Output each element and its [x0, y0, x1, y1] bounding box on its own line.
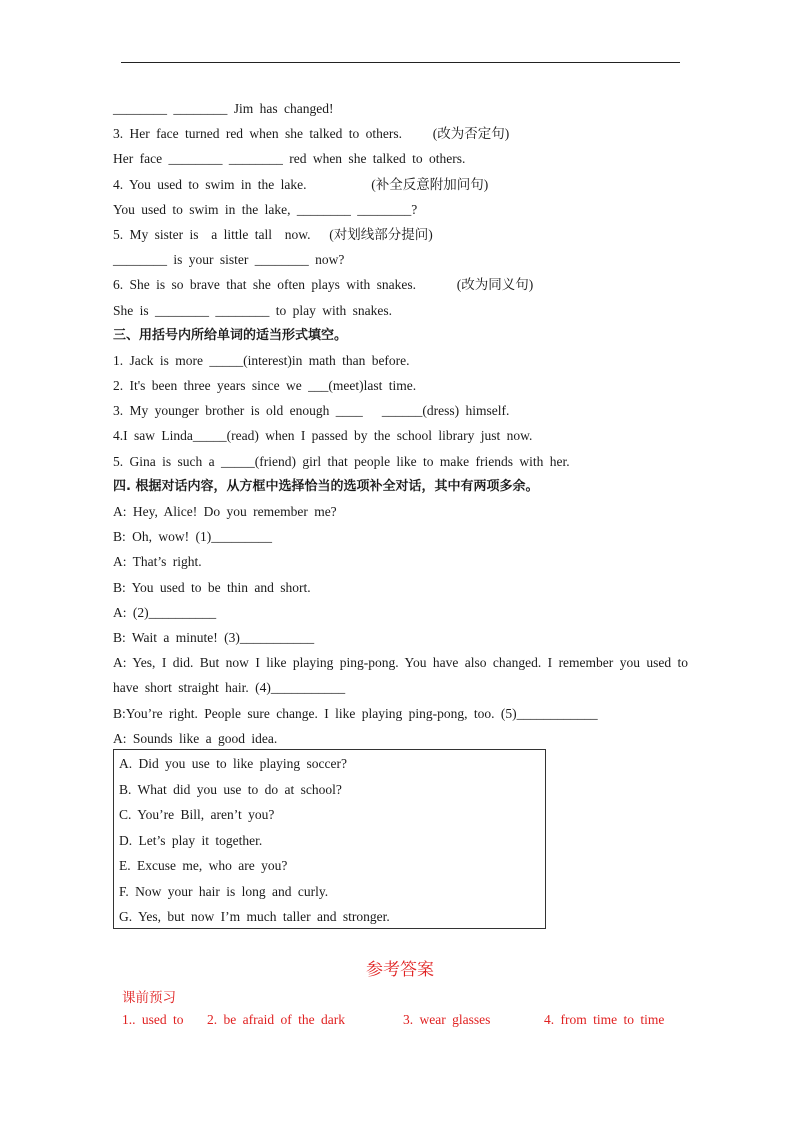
dialogue-line: B: Oh, wow! (1)_________	[113, 529, 272, 545]
section-heading: 三、用括号内所给单词的适当形式填空。	[113, 327, 348, 343]
fill-blank-item: 4.I saw Linda_____(read) when I passed by the school library just now.	[113, 428, 533, 444]
exercise-line: ________ is your sister ________ now?	[113, 252, 345, 268]
dialogue-line: B: Wait a minute! (3)___________	[113, 629, 315, 645]
dialogue-line: B:You’re right. People sure change. I like playing ping-pong, too. (5)____________	[113, 705, 598, 721]
exercise-line	[113, 121, 688, 146]
instruction-note: (补全反意附加问句)	[371, 176, 489, 192]
dialogue-line: B: You used to be thin and short.	[113, 579, 311, 595]
question-text: 4. You used to swim in the lake.	[113, 176, 307, 192]
answer-item: 1.. used to	[122, 1012, 184, 1027]
option-item: C. You’re Bill, aren’t you?	[119, 807, 275, 822]
question-text: 3. Her face turned red when she talked to others.	[113, 126, 403, 142]
dialogue-line: A: Sounds like a good idea.	[113, 730, 278, 746]
instruction-note: (改为否定句)	[432, 126, 510, 142]
instruction-note: (对划线部分提问)	[329, 226, 433, 242]
option-item: E. Excuse me, who are you?	[119, 858, 288, 873]
exercise-line	[113, 172, 688, 197]
option-item: D. Let’s play it together.	[119, 832, 263, 848]
question-text: 6. She is so brave that she often plays with snakes.	[113, 277, 416, 293]
exercise-line: You used to swim in the lake, ________ ________?	[113, 201, 418, 217]
fill-blank-item: 5. Gina is such a _____(friend) girl that people like to make friends with her.	[113, 453, 570, 469]
answer-item: 3. wear glasses	[403, 1012, 491, 1027]
option-item: G. Yes, but now I’m much taller and stronger.	[119, 909, 390, 924]
worksheet-body	[113, 96, 688, 751]
exercise-line: She is ________ ________ to play with snakes.	[113, 302, 392, 318]
instruction-note: (改为同义句)	[456, 277, 534, 293]
option-item: F. Now your hair is long and curly.	[119, 883, 329, 899]
options-box	[113, 749, 546, 929]
fill-blank-item: 2. It's been three years since we ___(meet)last time.	[113, 378, 417, 394]
exercise-line: Her face ________ ________ red when she talked to others.	[113, 151, 466, 167]
fill-blank-item: 1. Jack is more _____(interest)in math than before.	[113, 352, 410, 368]
fill-blank-item: 3. My younger brother is old enough ____ ______(dress) himself.	[113, 403, 510, 419]
answer-key-title: 参考答案	[366, 960, 434, 980]
dialogue-line: A: Hey, Alice! Do you remember me?	[113, 504, 337, 519]
option-item: A. Did you use to like playing soccer?	[119, 756, 347, 771]
dialogue-line: A: (2)__________	[113, 604, 217, 620]
answer-section-label: 课前预习	[122, 990, 176, 1006]
header-rule	[121, 62, 680, 63]
answer-item: 4. from time to time	[544, 1012, 665, 1027]
option-item: B. What did you use to do at school?	[119, 781, 342, 797]
exercise-line: ________ ________ Jim has changed!	[113, 101, 334, 116]
dialogue-line: A: Yes, I did. But now I like playing ping-pong. You have also changed. I remember you used to have short straight hair. (4)___________	[113, 655, 688, 696]
dialogue-line: A: That’s right.	[113, 554, 202, 570]
exercise-line	[113, 272, 688, 297]
answer-item: 2. be afraid of the dark	[207, 1012, 345, 1027]
exercise-line	[113, 222, 688, 247]
question-text: 5. My sister is a little tall now.	[113, 226, 311, 242]
section-heading: 四. 根据对话内容，从方框中选择恰当的选项补全对话，其中有两项多余。	[113, 478, 539, 494]
